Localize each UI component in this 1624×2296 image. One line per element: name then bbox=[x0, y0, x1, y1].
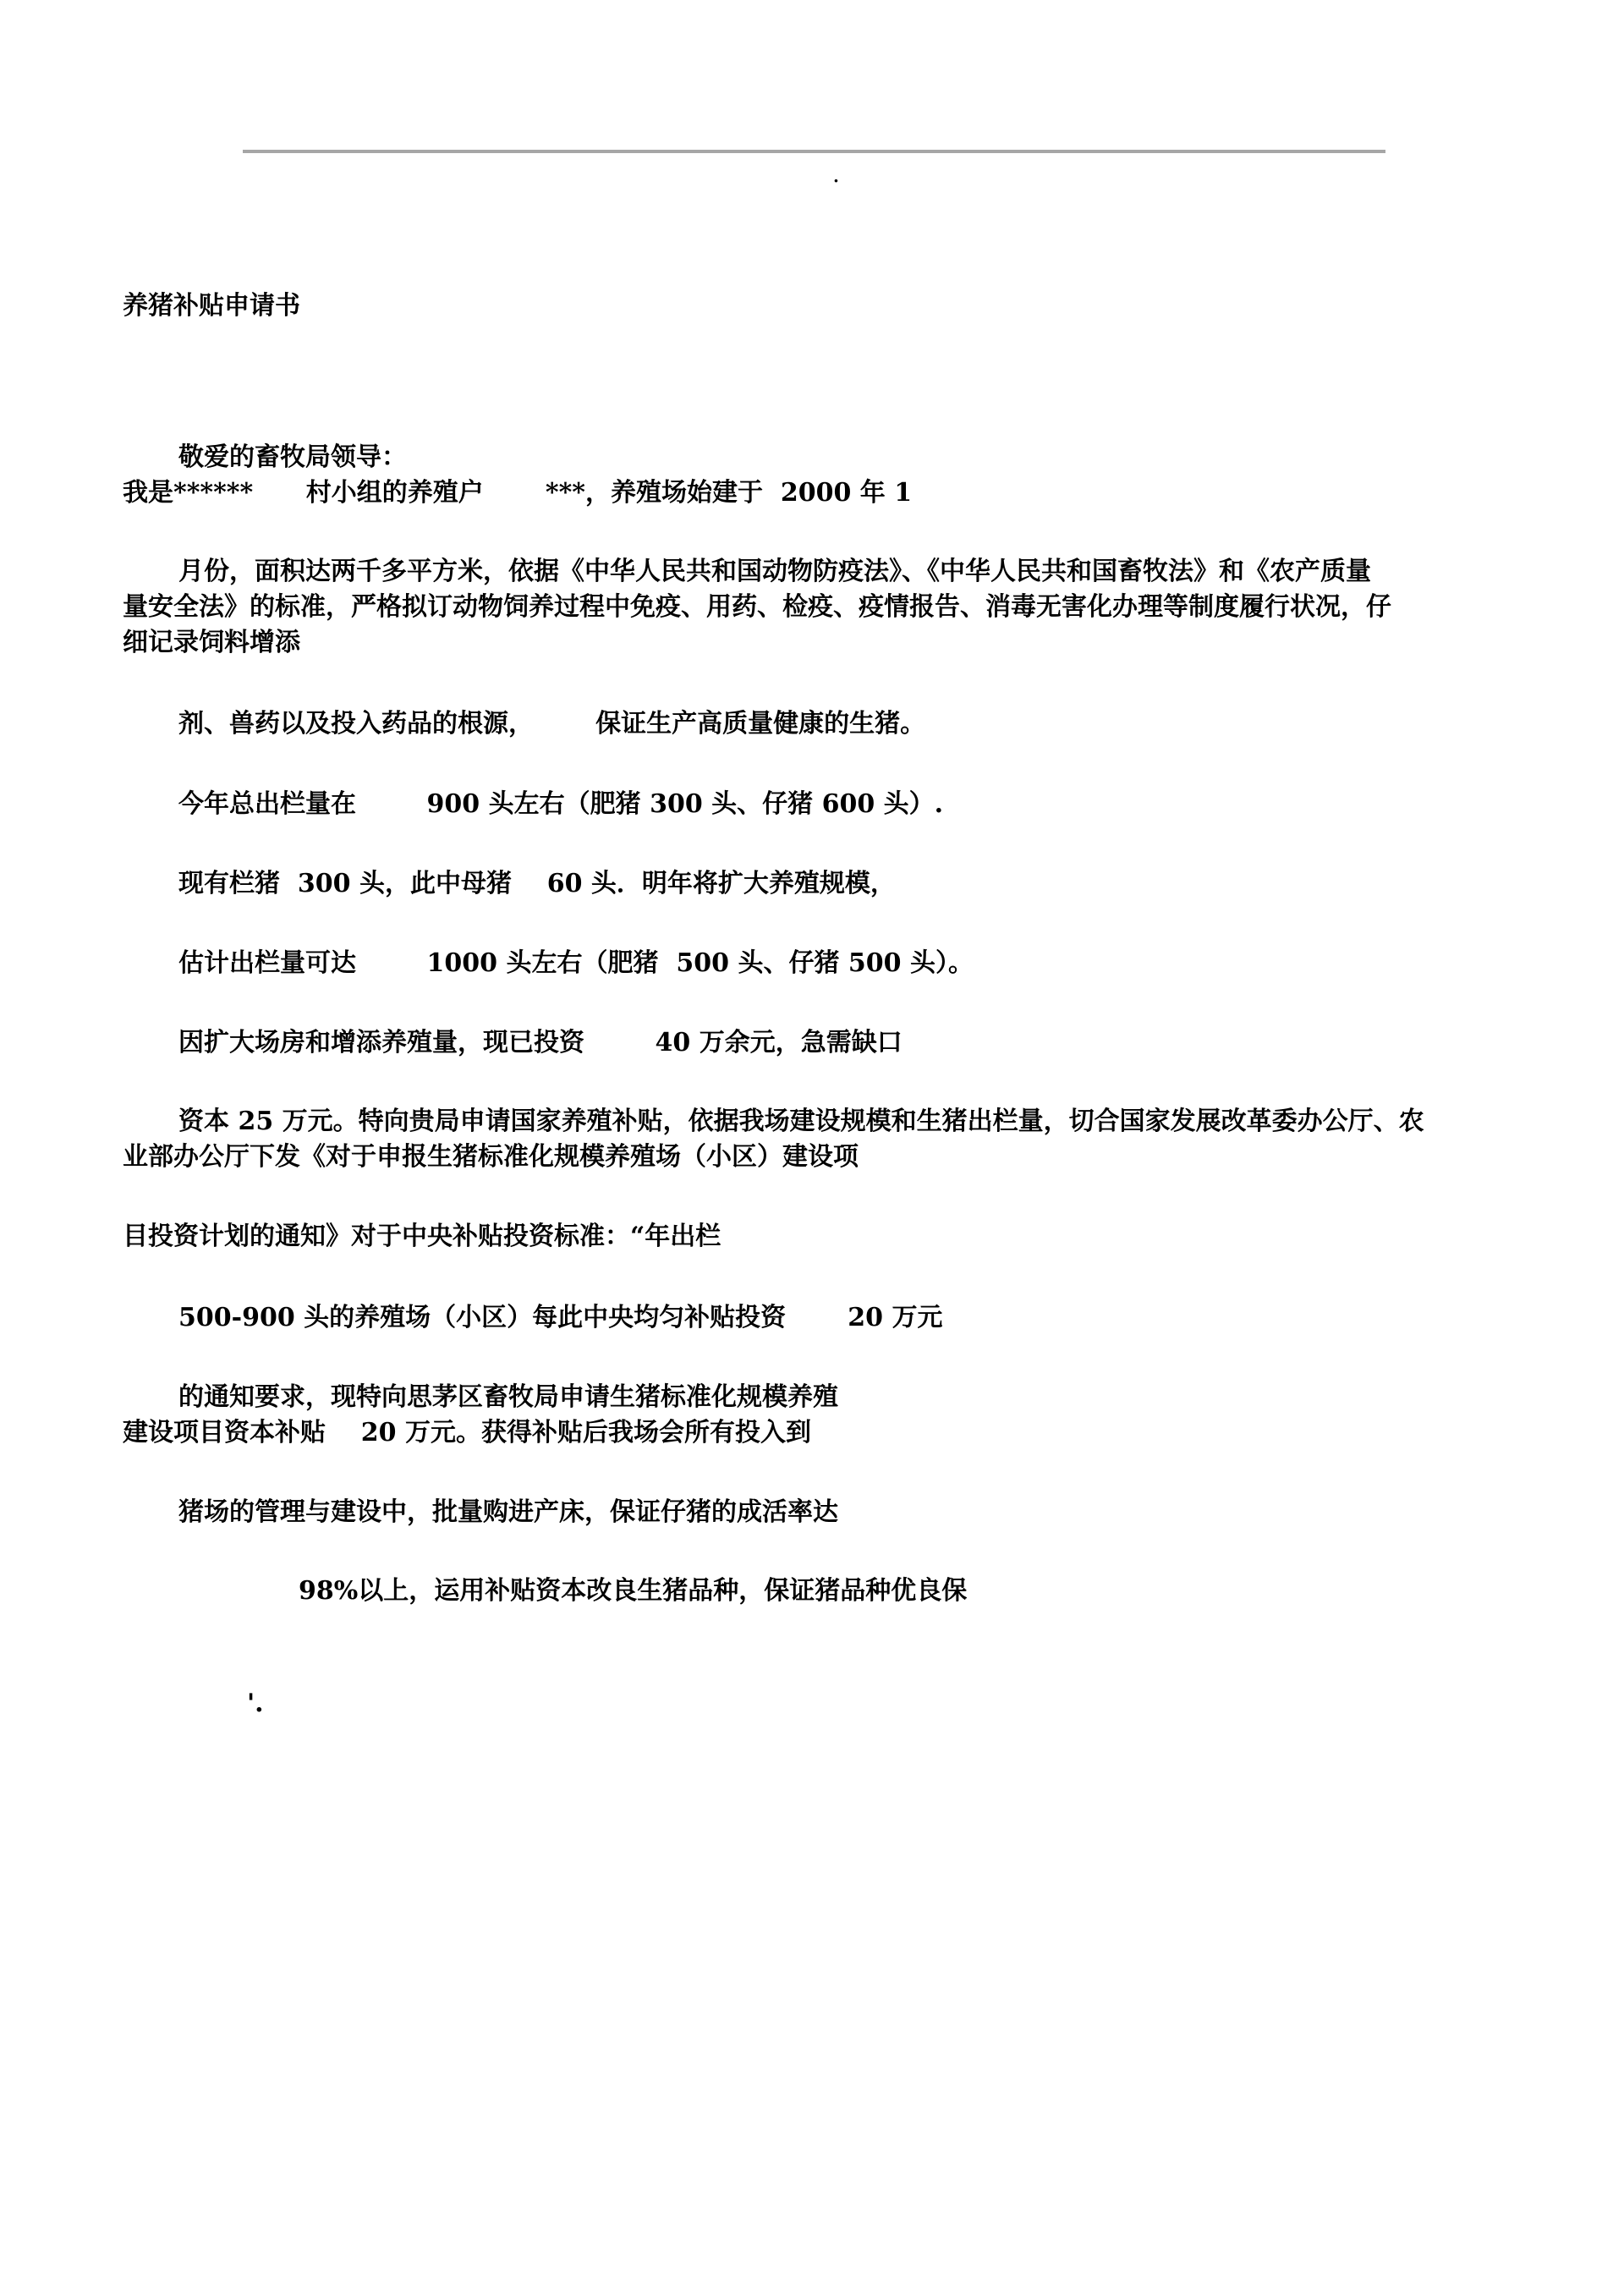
body-line: 目投资计划的通知》对于中央补贴投资标准：“年出栏 bbox=[123, 1222, 721, 1251]
body-line: 因扩大场房和增添养殖量，现已投资 40 万余元，急需缺口 bbox=[178, 1028, 903, 1057]
body-line: 资本 25 万元。特向贵局申请国家养殖补贴，依据我场建设规模和生猪出栏量，切合国家发展改革委办公厅、农 bbox=[178, 1107, 1424, 1136]
body-line: 的通知要求，现特向思茅区畜牧局申请生猪标准化规模养殖 bbox=[178, 1382, 838, 1412]
footer-mark: '. bbox=[247, 1689, 264, 1718]
body-line: 业部办公厅下发《对于申报生猪标准化规模养殖场（小区）建设项 bbox=[123, 1142, 859, 1172]
body-line: 建设项目资本补贴 20 万元。获得补贴后我场会所有投入到 bbox=[123, 1418, 811, 1447]
body-line: 细记录饲料增添 bbox=[123, 628, 300, 657]
salutation: 敬爱的畜牧局领导： bbox=[178, 442, 407, 472]
body-line: 我是****** 村小组的养殖户 ***，养殖场始建于 2000 年 1 bbox=[123, 478, 913, 508]
body-line: 估计出栏量可达 1000 头左右（肥猪 500 头、仔猪 500 头）。 bbox=[178, 948, 974, 978]
body-line: 98%以上，运用补贴资本改良生猪品种，保证猪品种优良保 bbox=[299, 1576, 968, 1606]
body-line: 量安全法》的标准，严格拟订动物饲养过程中免疫、用药、检疫、疫情报告、消毒无害化办理等制度履行状况，仔 bbox=[123, 592, 1391, 622]
header-dot: . bbox=[832, 160, 840, 188]
body-line: 今年总出栏量在 900 头左右（肥猪 300 头、仔猪 600 头）. bbox=[178, 789, 944, 819]
document-title: 养猪补贴申请书 bbox=[123, 291, 300, 321]
body-line: 500-900 头的养殖场（小区）每此中央均匀补贴投资 20 万元 bbox=[178, 1303, 943, 1332]
header-rule bbox=[243, 150, 1385, 153]
body-line: 月份，面积达两千多平方米，依据《中华人民共和国动物防疫法》、《中华人民共和国畜牧法》和《农产质量 bbox=[178, 557, 1371, 586]
body-line: 剂、兽药以及投入药品的根源， 保证生产高质量健康的生猪。 bbox=[178, 709, 926, 739]
body-line: 现有栏猪 300 头，此中母猪 60 头．明年将扩大养殖规模， bbox=[178, 869, 896, 898]
body-line: 猪场的管理与建设中，批量购进产床，保证仔猪的成活率达 bbox=[178, 1497, 838, 1527]
